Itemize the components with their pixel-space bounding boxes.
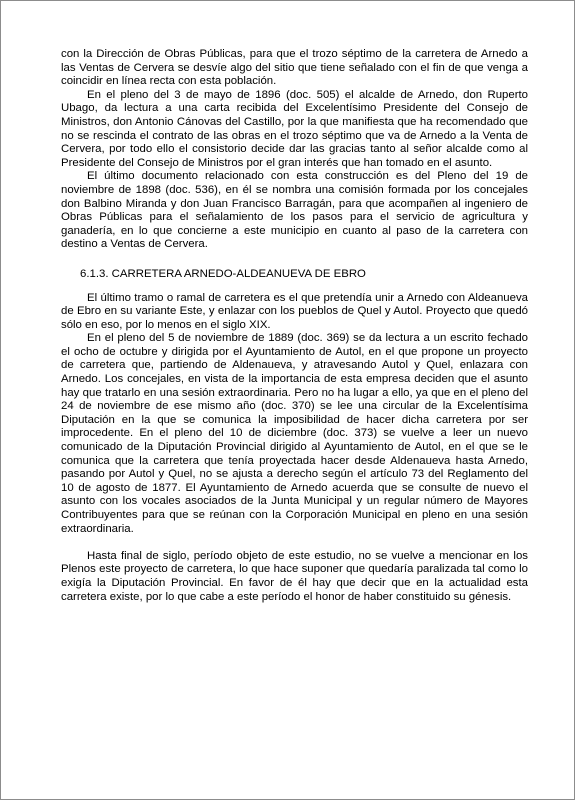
paragraph-continuation: con la Dirección de Obras Públicas, para que el trozo séptimo de la carretera de Arnedo a las Ventas de Cervera se desvíe algo del sitio que tiene señalado con el fin de que venga a coincidir en línea recta con esta población. [61,48,528,88]
page-body [61,48,528,604]
section-heading: 6.1.3. CARRETERA ARNEDO-ALDEANUEVA DE EBRO [80,267,366,280]
paragraph-pleno-1896: En el pleno del 3 de mayo de 1896 (doc. 505) el alcalde de Arnedo, don Ruperto Ubago, da lectura a una carta recibida del Excelentísimo Presidente del Consejo de Ministros, don Antonio Cánovas del Castillo, por la que manifiesta que ha recomendado que no se rescinda el contrato de las obras en el trozo séptimo que va de Arnedo a la Venta de Cervera, por todo ello el consistorio decide dar las gracias tanto al señor alcalde como al Presidente del Consejo de Ministros por el gran interés que han tomado en el asunto. [61,88,528,169]
paragraph-pleno-1898: El último documento relacionado con esta construcción es del Pleno del 19 de noviembre de 1898 (doc. 536), en él se nombra una comisión formada por los concejales don Balbino Miranda y don Juan Francisco Barragán, para que acompañen al ingeniero de Obras Públicas para el señalamiento de los pasos para el servicio de agricultura y ganadería, en lo que concierne a este municipio en cuanto al paso de la carretera con destino a Ventas de Cervera. [61,170,528,251]
paragraph-ramal-intro: El último tramo o ramal de carretera es el que pretendía unir a Arnedo con Aldeanueva de Ebro en su variante Este, y enlazar con los pueblos de Quel y Autol. Proyecto que quedó sólo en eso, por lo menos en el siglo XIX. [61,291,528,331]
paragraph-pleno-1889: En el pleno del 5 de noviembre de 1889 (doc. 369) se da lectura a un escrito fechado el ocho de octubre y dirigida por el Ayuntamiento de Autol, en el que propone un proyecto de carretera que, partiendo de Aldenaueva, y atravesando Autol y Quel, enlazara con Arnedo. Los concejales, en vista de la importancia de esta empresa deciden que el asunto hay que tratarlo en una sesión extraordinaria. Pero no ha lugar a ello, ya que en el pleno del 24 de noviembre de ese mismo año (doc. 370) se lee una circular de la Excelentísima Diputación en la que se comunica la imposibilidad de hacer dicha carretera por ser improcedente. En el pleno del 10 de diciembre (doc. 373) se vuelve a leer un nuevo comunicado de la Diputación Provincial dirigido al Ayuntamiento de Autol, en el que se le comunica que la carretera que tenía proyectada hacer desde Aldenaueva hasta Arnedo, pasando por Autol y Quel, no se ajusta a derecho según el artículo 73 del Reglamento del 10 de agosto de 1877. El Ayuntamiento de Arnedo acuerda que se consulte de nuevo el asunto con los vocales asociados de la Junta Municipal y un regular número de Mayores Contribuyentes para que se reúnan con la Corporación Municipal en pleno en una sesión extraordinaria. [61,332,528,535]
paragraph-conclusion: Hasta final de siglo, período objeto de este estudio, no se vuelve a mencionar en los Plenos este proyecto de carretera, lo que hace suponer que quedaría paralizada tal como lo exigía la Diputación Provincial. En favor de él hay que decir que en la actualidad esta carretera existe, por lo que cabe a este período el honor de haber constituido su génesis. [61,549,528,603]
